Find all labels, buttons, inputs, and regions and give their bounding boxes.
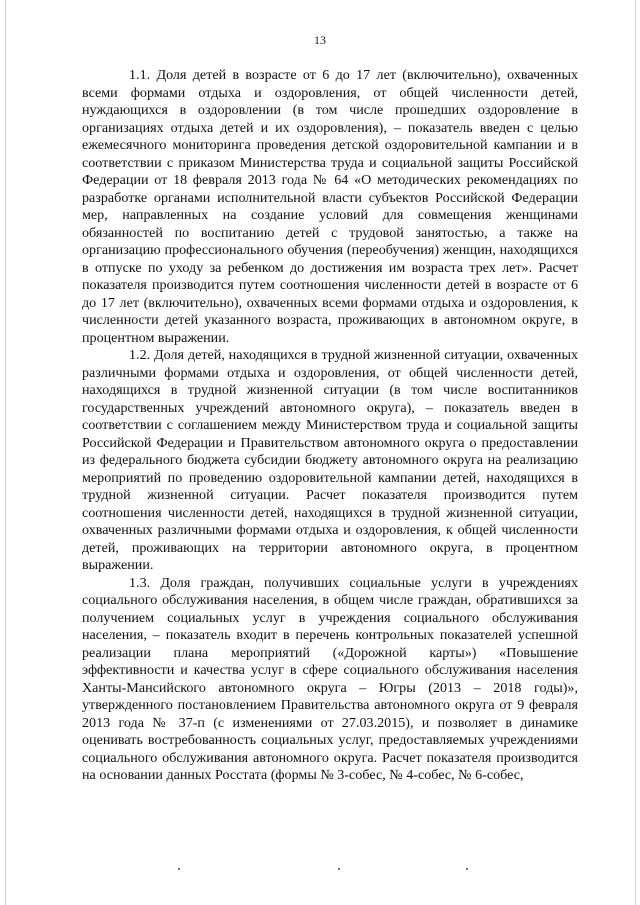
scan-edge-left — [5, 0, 6, 905]
scan-edge-right — [635, 0, 636, 905]
document-body — [82, 67, 578, 785]
paragraph-1-3: 1.3. Доля граждан, получивших социальные услуги в учреждениях социального обслуживания населения, в общем числе граждан, обратившихся за получением социальных услуг в учреждения социального обслуживания населения, – показатель входит в перечень контрольных показателей успешной реализации плана мероприятий («Дорожной карты») «Повышение эффективности и качества услуг в сфере социального обслуживания населения Ханты-Мансийского автономного округа – Югры (2013 – 2018 годы)», утвержденного постановлением Правительства автономного округа от 9 февраля 2013 года № 37-п (с изменениями от 27.03.2015), и позволяет в динамике оценивать востребованность социальных услуг, предоставляемых учреждениями социального обслуживания автономного округа. Расчет показателя производится на основании данных Росстата (формы № 3-собес, № 4-собес, № 6-собес, — [82, 574, 578, 783]
paragraph-1-2: 1.2. Доля детей, находящихся в трудной жизненной ситуации, охваченных различными формами отдыха и оздоровления, от общей численности детей, находящихся в трудной жизненной ситуации (в том числе воспитанников государственных учреждений автономного округа), – показатель введен в соответствии с соглашением между Министерством труда и социальной защиты Российской Федерации и Правительством автономного округа о предоставлении из федерального бюджета субсидии бюджету автономного округа на реализацию мероприятий по проведению оздоровительной кампании детей, находящихся в трудной жизненной ситуации. Расчет показателя производится путем соотношения численности детей, находящихся в трудной жизненной ситуации, охваченных различными формами отдыха и оздоровления, к общей численности детей, проживающих на территории автономного округа, в процентном выражении. — [82, 347, 578, 573]
page-number: 13 — [314, 33, 326, 47]
scan-dust-marks — [0, 868, 640, 878]
paragraph-1-1: 1.1. Доля детей в возрасте от 6 до 17 лет (включительно), охваченных всеми формами отдыха и оздоровления, от общей численности детей, нуждающихся в оздоровлении (в том числе прошедших оздоровление в организациях отдыха детей и их оздоровления), – показатель введен с целью ежемесячного мониторинга проведения детской оздоровительной кампании и в соответствии с приказом Министерства труда и социальной защиты Российской Федерации от 18 февраля 2013 года № 64 «О методических рекомендациях по разработке органами исполнительной власти субъектов Российской Федерации мер, направленных на создание условий для совмещения женщинами обязанностей по воспитанию детей с трудовой занятостью, а также на организацию профессионального обучения (переобучения) женщин, находящихся в отпуске по уходу за ребенком до достижения им возраста трех лет». Расчет показателя производится путем соотношения численности детей в возрасте от 6 до 17 лет (включительно), охваченных всеми формами отдыха и оздоровления, к численности детей указанного возраста, проживающих в автономном округе, в процентном выражении. — [82, 67, 578, 346]
